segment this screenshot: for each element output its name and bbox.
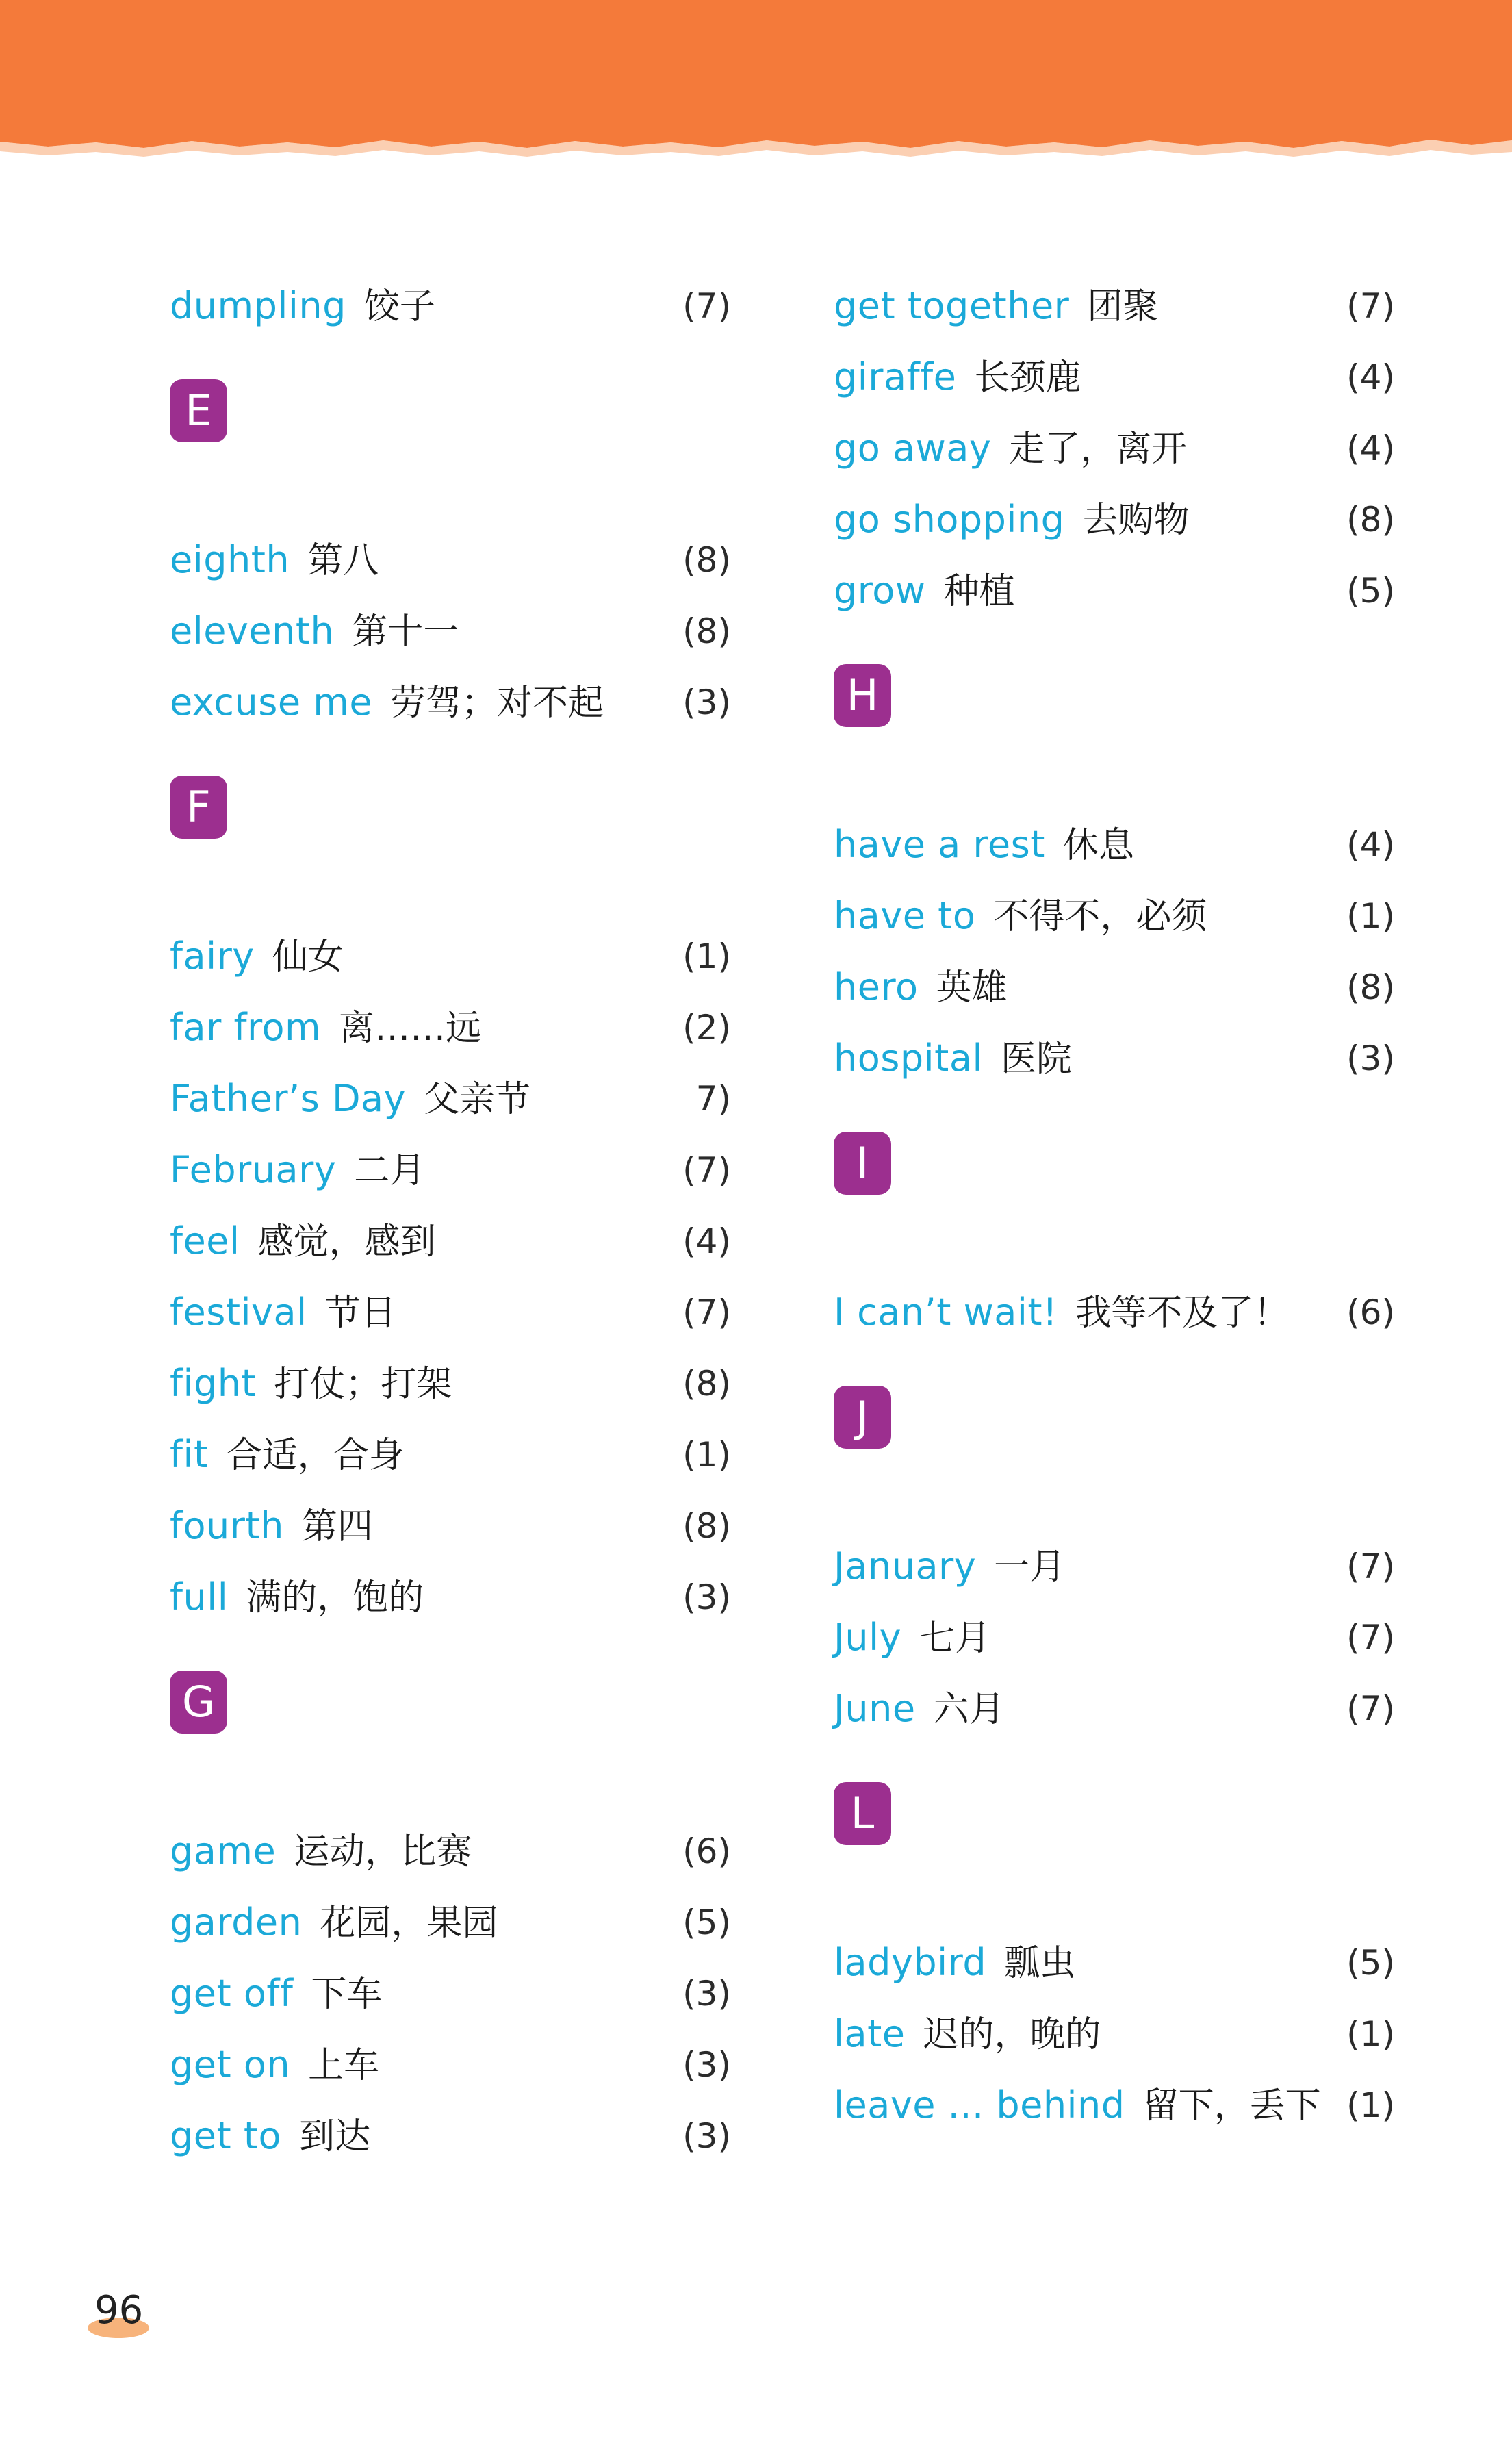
entry-unit: 7) (695, 1079, 731, 1119)
glossary-entry (170, 1490, 731, 1562)
entry-chinese: 花园，果园 (320, 1903, 498, 1944)
glossary-entry (170, 1134, 731, 1206)
entry-english: fight (170, 1362, 257, 1405)
entry-english: have to (834, 894, 976, 937)
glossary-entry (834, 809, 1395, 880)
entry-chinese: 种植 (943, 571, 1015, 612)
glossary-entry (834, 1602, 1395, 1673)
entry-chinese: 下车 (311, 1974, 383, 2015)
entry-english: leave ... behind (834, 2083, 1125, 2126)
entry-english: I can’t wait! (834, 1291, 1058, 1334)
glossary-entry (834, 1998, 1395, 2070)
entry-unit: (7) (682, 286, 731, 326)
entry-chinese: 留下，丢下 (1142, 2085, 1321, 2126)
entry-unit: (2) (682, 1008, 731, 1047)
entry-chinese: 合适，合身 (226, 1435, 405, 1476)
entry-english: get on (170, 2043, 291, 2086)
entry-chinese: 六月 (933, 1689, 1005, 1730)
entry-english: full (170, 1575, 229, 1618)
entry-english: Father’s Day (170, 1077, 407, 1120)
section-letter-badge: E (170, 379, 227, 442)
entry-chinese: 团聚 (1087, 286, 1159, 327)
entry-unit: (8) (682, 540, 731, 580)
entry-chinese: 不得不，必须 (993, 896, 1207, 937)
entry-english: hero (834, 965, 919, 1008)
entry-chinese: 七月 (919, 1618, 991, 1659)
entry-chinese: 离……远 (339, 1008, 482, 1049)
entry-unit: (7) (1346, 286, 1395, 326)
glossary-entry (834, 484, 1395, 555)
glossary-entry (834, 1023, 1395, 1094)
entry-chinese: 饺子 (363, 286, 435, 327)
entry-unit: (7) (682, 1150, 731, 1190)
entry-unit: (5) (1346, 571, 1395, 611)
entry-english: hospital (834, 1037, 983, 1080)
glossary-entry (170, 1277, 731, 1348)
glossary-entry (170, 2100, 731, 2172)
entry-chinese: 节日 (324, 1293, 396, 1334)
glossary-entry (170, 1816, 731, 1887)
entry-english: fit (170, 1433, 209, 1476)
entry-english: game (170, 1829, 277, 1872)
entry-english: June (834, 1687, 916, 1730)
section-header (834, 1348, 1395, 1531)
entry-unit: (8) (682, 1506, 731, 1546)
entry-english: garden (170, 1901, 303, 1944)
entry-chinese: 一月 (994, 1547, 1066, 1588)
entry-english: go away (834, 427, 992, 470)
glossary-entry (170, 1958, 731, 2029)
entry-unit: (6) (1346, 1293, 1395, 1332)
entry-chinese: 打仗；打架 (274, 1364, 452, 1405)
entry-unit: (1) (682, 1435, 731, 1475)
glossary-entry (834, 1277, 1395, 1348)
glossary-entry (170, 2029, 731, 2100)
entry-english: get to (170, 2114, 282, 2157)
section-letter-badge: J (834, 1386, 891, 1449)
entry-chinese: 我等不及了！ (1075, 1293, 1290, 1334)
entry-chinese: 第四 (301, 1506, 373, 1547)
section-letter-badge: H (834, 664, 891, 727)
entry-chinese: 满的，饱的 (246, 1577, 424, 1618)
entry-chinese: 去购物 (1082, 500, 1190, 541)
entry-english: late (834, 2012, 906, 2055)
glossary-entry (170, 921, 731, 992)
entry-chinese: 仙女 (272, 937, 344, 978)
entry-chinese: 迟的，晚的 (923, 2014, 1101, 2055)
entry-unit: (7) (1346, 1547, 1395, 1586)
entry-chinese: 二月 (354, 1150, 426, 1191)
entry-chinese: 感觉，感到 (257, 1221, 436, 1262)
entry-english: far from (170, 1006, 322, 1049)
glossary-entry (834, 1531, 1395, 1602)
glossary-entry (834, 2070, 1395, 2141)
entry-english: dumpling (170, 284, 346, 327)
entry-english: grow (834, 569, 926, 612)
entry-english: ladybird (834, 1941, 987, 1984)
glossary-entry (170, 596, 731, 667)
entry-chinese: 长颈鹿 (974, 357, 1081, 398)
glossary-entry (170, 1887, 731, 1958)
entry-english: fairy (170, 935, 255, 978)
page-number: 96 (94, 2288, 144, 2333)
glossary-entry (834, 952, 1395, 1023)
entry-unit: (7) (1346, 1618, 1395, 1658)
entry-unit: (3) (682, 683, 731, 722)
section-header (170, 1633, 731, 1816)
entry-unit: (4) (1346, 825, 1395, 865)
entry-english: excuse me (170, 681, 373, 724)
entry-unit: (8) (682, 1364, 731, 1404)
entry-chinese: 运动，比赛 (294, 1831, 472, 1872)
section-header (834, 626, 1395, 809)
glossary-entry (170, 1063, 731, 1134)
entry-unit: (1) (1346, 2085, 1395, 2125)
entry-english: eighth (170, 538, 290, 581)
glossary-entry (834, 1673, 1395, 1744)
glossary-entry (170, 1562, 731, 1633)
entry-unit: (3) (682, 1974, 731, 2014)
glossary-entry (170, 524, 731, 596)
entry-unit: (1) (1346, 896, 1395, 936)
section-letter-badge: L (834, 1782, 891, 1845)
entry-chinese: 到达 (299, 2116, 371, 2157)
glossary-entry (170, 270, 731, 342)
glossary-entry (834, 270, 1395, 342)
entry-chinese: 医院 (1000, 1039, 1072, 1080)
section-letter-badge: F (170, 776, 227, 839)
left-column (170, 270, 731, 2172)
glossary-entry (834, 413, 1395, 484)
glossary-entry (170, 1348, 731, 1419)
glossary-entry (834, 342, 1395, 413)
entry-chinese: 劳驾；对不起 (390, 683, 604, 724)
right-column (834, 270, 1395, 2141)
glossary-entry (834, 880, 1395, 952)
glossary-entry (834, 1927, 1395, 1998)
glossary-entry (170, 1206, 731, 1277)
entry-english: go shopping (834, 498, 1065, 541)
entry-english: giraffe (834, 355, 957, 398)
entry-chinese: 第十一 (352, 611, 459, 652)
entry-chinese: 第八 (307, 540, 379, 581)
entry-chinese: 瓢虫 (1004, 1943, 1076, 1984)
entry-unit: (3) (682, 2116, 731, 2156)
entry-unit: (5) (682, 1903, 731, 1942)
entry-english: July (834, 1616, 902, 1659)
entry-unit: (6) (682, 1831, 731, 1871)
entry-english: festival (170, 1291, 307, 1334)
section-letter-badge: I (834, 1132, 891, 1195)
entry-unit: (4) (682, 1221, 731, 1261)
entry-english: get together (834, 284, 1070, 327)
glossary-entry (170, 992, 731, 1063)
entry-unit: (5) (1346, 1943, 1395, 1983)
entry-chinese: 英雄 (936, 967, 1008, 1008)
entry-chinese: 休息 (1062, 825, 1134, 866)
entry-unit: (1) (682, 937, 731, 976)
glossary-entry (834, 555, 1395, 626)
section-header (834, 1744, 1395, 1927)
entry-unit: (8) (682, 611, 731, 651)
entry-unit: (8) (1346, 967, 1395, 1007)
entry-english: get off (170, 1972, 294, 2015)
entry-english: February (170, 1148, 337, 1191)
entry-chinese: 走了，离开 (1009, 429, 1188, 470)
top-banner (0, 0, 1512, 164)
entry-unit: (7) (682, 1293, 731, 1332)
entry-unit: (3) (1346, 1039, 1395, 1078)
entry-unit: (3) (682, 2045, 731, 2085)
entry-unit: (1) (1346, 2014, 1395, 2054)
glossary-entry (170, 1419, 731, 1490)
entry-english: eleventh (170, 609, 335, 652)
entry-english: January (834, 1545, 977, 1588)
entry-unit: (4) (1346, 357, 1395, 397)
entry-chinese: 上车 (308, 2045, 380, 2086)
entry-unit: (8) (1346, 500, 1395, 539)
entry-unit: (3) (682, 1577, 731, 1617)
section-header (170, 738, 731, 921)
entry-english: fourth (170, 1504, 284, 1547)
entry-english: have a rest (834, 823, 1045, 866)
section-letter-badge: G (170, 1671, 227, 1734)
entry-chinese: 父亲节 (424, 1079, 531, 1120)
glossary-entry (170, 667, 731, 738)
section-header (834, 1094, 1395, 1277)
entry-unit: (7) (1346, 1689, 1395, 1729)
entry-english: feel (170, 1219, 240, 1262)
entry-unit: (4) (1346, 429, 1395, 468)
section-header (170, 342, 731, 524)
